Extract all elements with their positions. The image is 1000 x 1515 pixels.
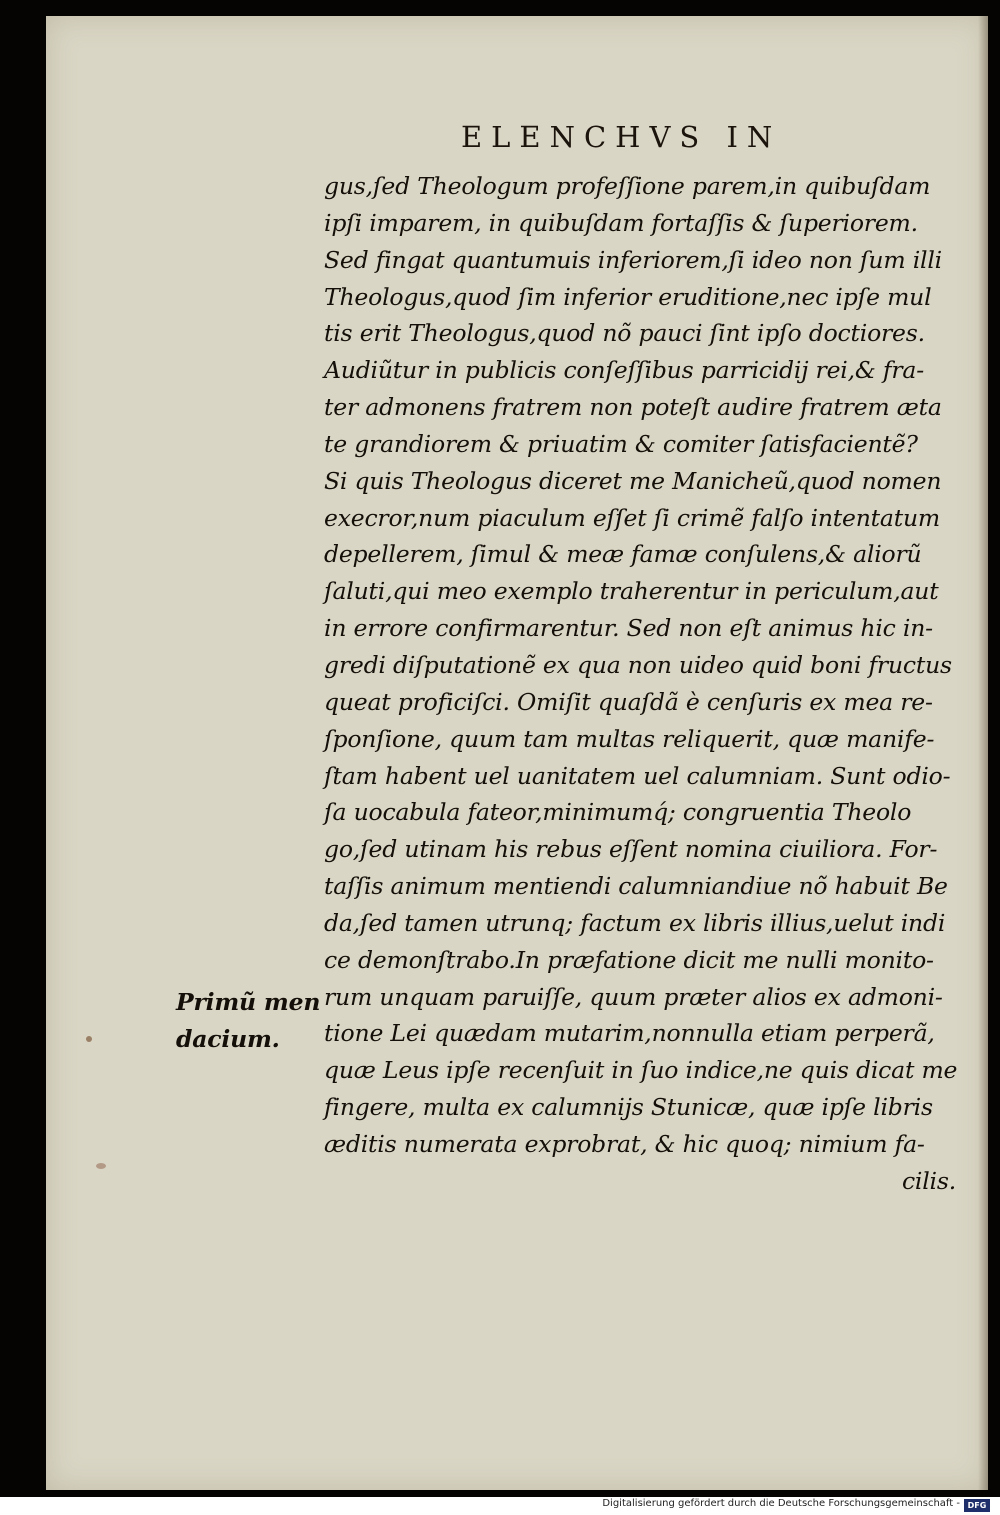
page-edge-shadow xyxy=(978,16,988,1490)
paper-stain xyxy=(96,1163,106,1169)
text-line: depellerem, ſimul & meæ famæ conſulens,& aliorũ xyxy=(324,540,922,569)
footer-credit: Digitalisierung gefördert durch die Deutsche Forschungsgemeinschaft - xyxy=(602,1498,960,1509)
text-line: fingere, multa ex calumnijs Stunicæ, quæ ipſe libris xyxy=(324,1093,933,1122)
dfg-logo: DFG xyxy=(964,1499,990,1512)
text-line: gus,ſed Theologum profeſſione parem,in quibuſdam xyxy=(324,172,931,200)
text-line: ipſi imparem, in quibuſdam fortaſſis & ſuperiorem. xyxy=(324,208,918,237)
text-line: Theologus,quod ſim inferior eruditione,nec ipſe mul xyxy=(324,282,932,311)
text-line: gredi diſputationẽ ex qua non uideo quid boni fructus xyxy=(324,650,952,679)
text-line: te grandiorem & priuatim & comiter ſatisfacientẽ? xyxy=(324,429,918,458)
text-line: go,ſed utinam his rebus eſſent nomina ciuiliora. For- xyxy=(324,835,938,864)
book-page xyxy=(46,16,988,1490)
text-line: tione Lei quædam mutarim,nonnulla etiam perperã, xyxy=(324,1019,935,1048)
text-line: ſaluti,qui meo exemplo traherentur in periculum,aut xyxy=(324,577,939,606)
text-line: ſtam habent uel uanitatem uel calumniam. Sunt odio- xyxy=(324,761,951,790)
running-head: ELENCHVS IN xyxy=(461,120,782,154)
text-line: Si quis Theologus diceret me Manicheũ,quod nomen xyxy=(324,466,942,495)
text-line: taſſis animum mentiendi calumniandiue nõ habuit Be xyxy=(324,872,948,901)
text-line: ſponſione, quum tam multas reliquerit, quæ manife- xyxy=(324,724,935,753)
marginal-note xyxy=(176,984,326,1058)
text-line: ter admonens fratrem non poteſt audire fratrem æta xyxy=(324,393,942,422)
marginal-note-line: dacium. xyxy=(176,1024,280,1053)
text-line: ce demonſtrabo.In præfatione dicit me nulli monito- xyxy=(324,945,934,974)
text-line: tis erit Theologus,quod nõ pauci ſint ipſo doctiores. xyxy=(324,319,925,348)
text-line: in errore confirmarentur. Sed non eſt animus hic in- xyxy=(324,614,933,643)
text-line: da,ſed tamen utrunq; factum ex libris illius,uelut indi xyxy=(324,908,946,937)
paper-stain xyxy=(86,1036,92,1042)
text-line: Audiũtur in publicis conſeſſibus parricidij rei,& fra- xyxy=(324,356,924,385)
text-line: ſa uocabula fateor,minimumq́; congruentia Theolo xyxy=(324,798,912,827)
text-line: quæ Leus ipſe recenſuit in ſuo indice,ne quis dicat me xyxy=(324,1056,958,1085)
catchword: cilis. xyxy=(901,1166,956,1195)
text-line: queat proficiſci. Omiſit quaſdã è cenſuris ex mea re- xyxy=(324,687,933,716)
footer-bar xyxy=(0,1497,1000,1515)
text-line: æditis numerata exprobrat, & hic quoq; nimium fa- xyxy=(324,1129,925,1158)
marginal-note-line: Primũ men xyxy=(176,988,321,1016)
body-text xyxy=(324,168,964,1200)
text-line: rum unquam paruiſſe, quum præter alios ex admoni- xyxy=(324,982,943,1011)
text-line: Sed fingat quantumuis inferiorem,ſi ideo non ſum illi xyxy=(324,245,942,274)
text-line: execror,num piaculum eſſet ſi crimẽ falſo intentatum xyxy=(324,503,940,532)
